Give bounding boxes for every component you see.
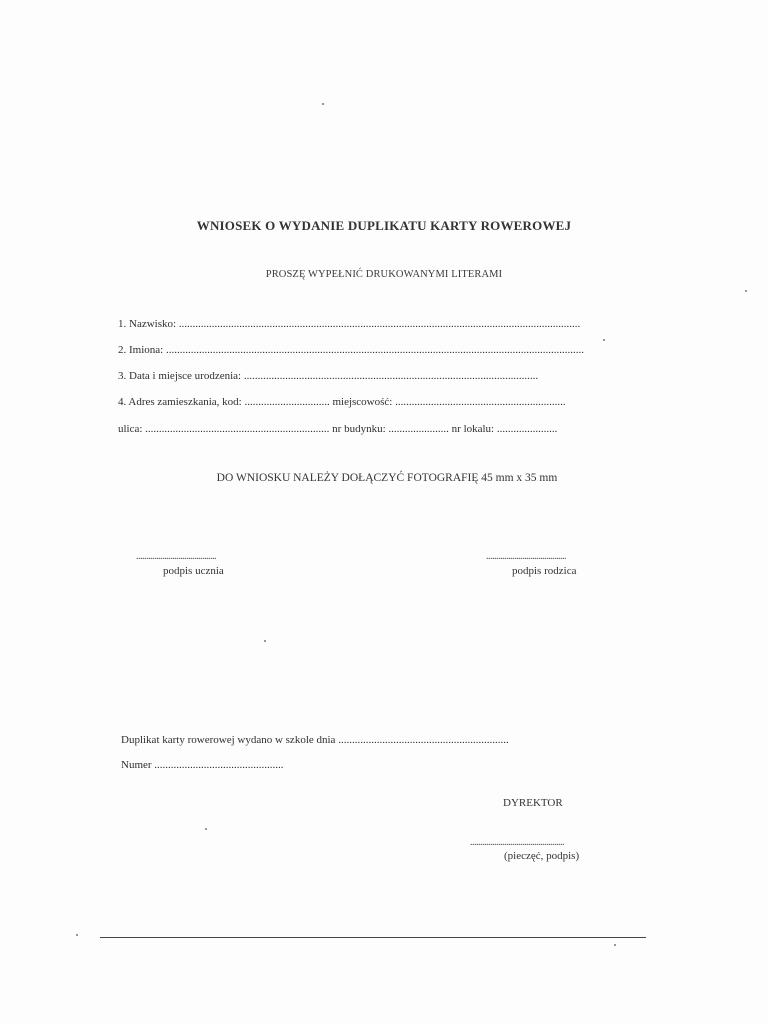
parent-signature-label: podpis rodzica xyxy=(512,565,577,577)
field-birth-date-place: 3. Data i miejsce urodzenia: ........................................................................................................... xyxy=(118,370,539,382)
director-signature-line: ............................................... xyxy=(470,837,564,848)
parent-signature-line: ........................................ xyxy=(486,551,566,562)
document-title: WNIOSEK O WYDANIE DUPLIKATU KARTY ROWEROWEJ xyxy=(196,218,572,233)
field-address: 4. Adres zamieszkania, kod: ............................... miejscowość: .............................................................. xyxy=(118,396,566,408)
student-signature-line: ........................................ xyxy=(136,551,216,562)
scan-speck xyxy=(322,103,324,105)
duplicate-issued-date-line: Duplikat karty rowerowej wydano w szkole dnia .............................................................. xyxy=(121,734,509,746)
scan-speck xyxy=(76,934,78,936)
student-signature-label: podpis ucznia xyxy=(163,565,224,577)
director-title: DYREKTOR xyxy=(503,797,563,809)
photo-requirement-note: DO WNIOSKU NALEŻY DOŁĄCZYĆ FOTOGRAFIĘ 45 mm x 35 mm xyxy=(216,472,558,484)
scan-speck xyxy=(603,339,605,341)
field-street: ulica: ................................................................... nr budynku: ...................... nr lokalu: ...................... xyxy=(118,423,558,435)
scan-speck xyxy=(745,290,747,292)
duplicate-number-line: Numer ............................................... xyxy=(121,759,284,771)
scan-speck xyxy=(264,640,266,642)
director-signature-label: (pieczęć, podpis) xyxy=(504,850,580,862)
field-first-names: 2. Imiona: ........................................................................................................................................................ xyxy=(118,344,584,356)
field-surname: 1. Nazwisko: .................................................................................................................................................. xyxy=(118,318,581,330)
bottom-rule xyxy=(100,937,646,938)
scan-speck xyxy=(614,944,616,946)
scan-speck xyxy=(205,828,207,830)
fill-instruction: PROSZĘ WYPEŁNIĆ DRUKOWANYMI LITERAMI xyxy=(265,269,503,280)
